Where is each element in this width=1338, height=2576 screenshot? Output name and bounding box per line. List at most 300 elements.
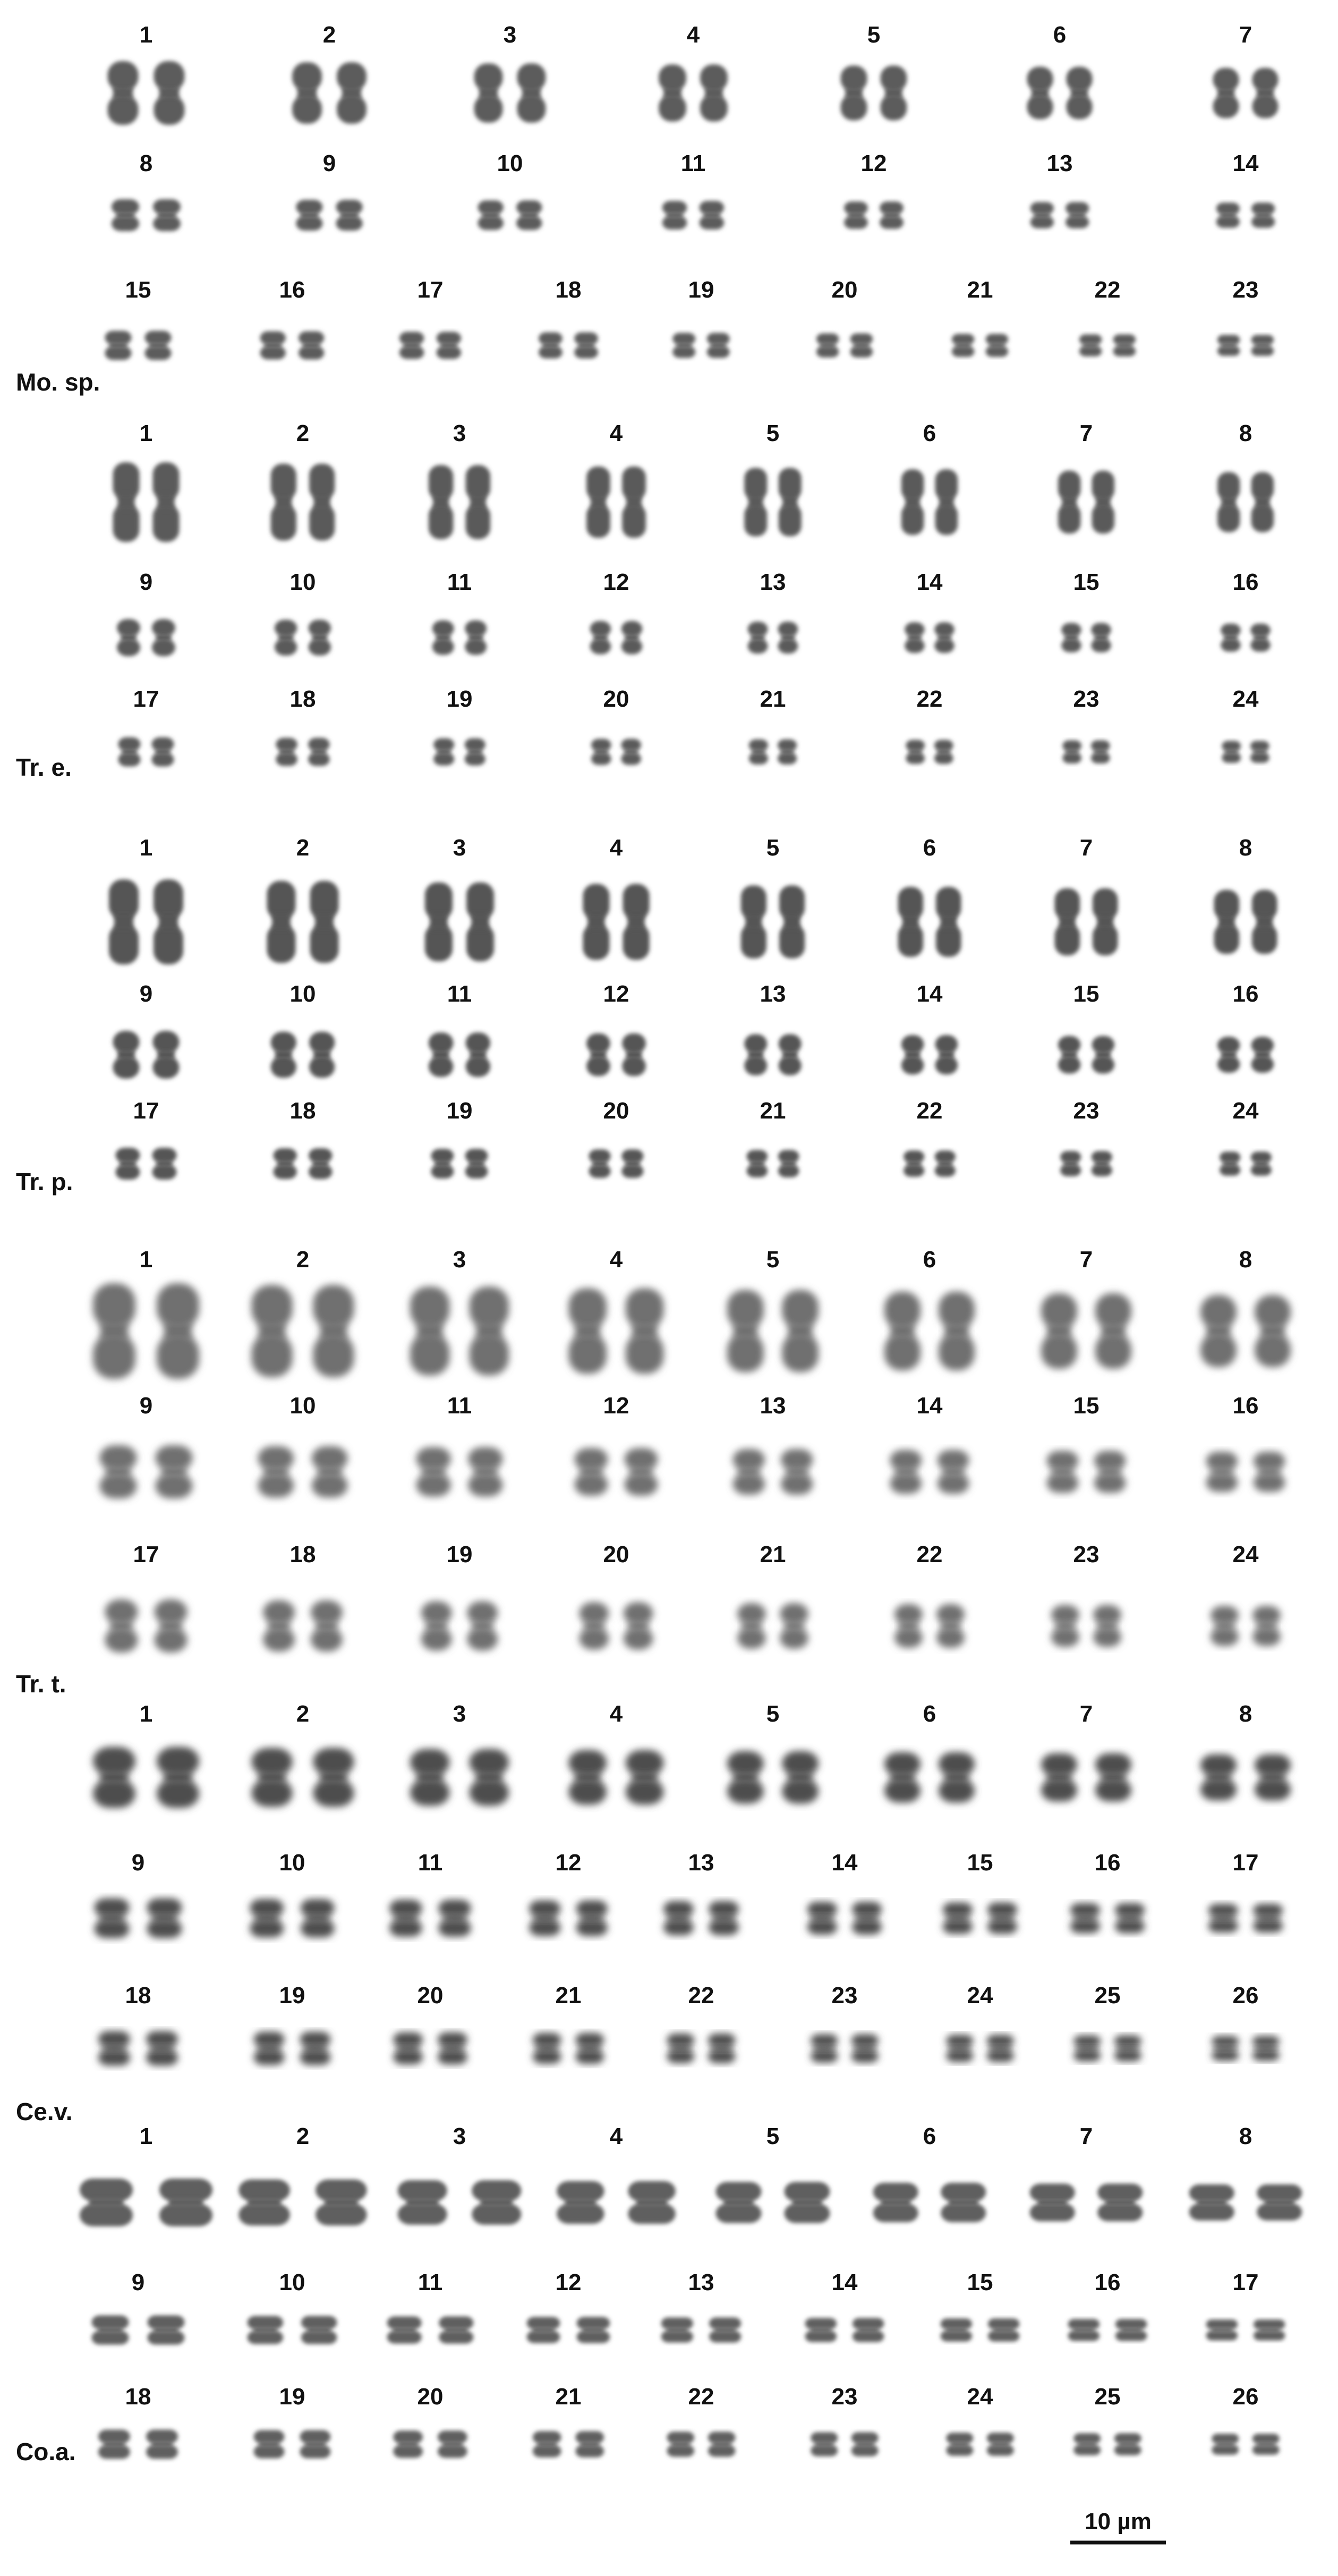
chromosome-number-label: 4 (686, 22, 700, 48)
chromosome-number-label: 12 (603, 981, 629, 1007)
chromosome-number-label: 18 (125, 2384, 151, 2410)
chromosome-pair (727, 1290, 819, 1372)
chromosome-number-label: 4 (609, 2123, 623, 2149)
chromosome-pair (905, 622, 955, 653)
chromosome-pair (98, 2430, 178, 2459)
chromosome-pair (474, 63, 546, 123)
chromosome-number-label: 11 (417, 1850, 443, 1876)
chromosome-pair (841, 65, 907, 120)
chromosome-pair (252, 1748, 354, 1807)
chromosome-number-label: 1 (139, 420, 153, 446)
chromosome-pair (667, 2431, 736, 2456)
chromosome-number-label: 9 (139, 981, 153, 1007)
chromosome-number-label: 5 (766, 1247, 780, 1273)
chromosome-pair (80, 2179, 212, 2226)
chromosome-number-label: 12 (603, 569, 629, 595)
chromosome-pair (1206, 2319, 1285, 2341)
chromosome-pair (1073, 2433, 1141, 2455)
chromosome-pair (807, 1902, 882, 1935)
chromosome-pair (425, 883, 494, 962)
chromosome-number-label: 24 (967, 2384, 993, 2410)
chromosome-pair (254, 2032, 331, 2065)
chromosome-pair (661, 2317, 742, 2342)
chromosome-number-label: 2 (296, 1701, 310, 1727)
chromosome-pair (527, 2317, 610, 2343)
chromosome-number-label: 17 (133, 1541, 159, 1567)
chromosome-pair (586, 1033, 646, 1077)
chromosome-number-label: 4 (609, 1701, 623, 1727)
chromosome-pair (276, 738, 329, 766)
chromosome-number-label: 22 (1094, 277, 1121, 303)
chromosome-number-label: 15 (1073, 1393, 1100, 1419)
chromosome-number-label: 23 (1073, 1541, 1100, 1567)
chromosome-pair (805, 2318, 884, 2342)
chromosome-number-label: 17 (133, 1098, 159, 1124)
chromosome-pair (393, 2032, 467, 2064)
chromosome-pair (575, 1448, 658, 1496)
chromosome-pair (811, 2034, 879, 2063)
chromosome-number-label: 24 (1232, 1098, 1259, 1124)
chromosome-pair (1213, 68, 1278, 118)
chromosome-pair (901, 1035, 958, 1074)
chromosome-pair (672, 333, 730, 358)
chromosome-pair (250, 1899, 334, 1937)
chromosome-number-label: 5 (867, 22, 881, 48)
chromosome-pair (410, 1749, 509, 1806)
chromosome-number-label: 21 (555, 2384, 582, 2410)
chromosome-pair (884, 1292, 975, 1371)
chromosome-pair (93, 1283, 199, 1379)
chromosome-pair (1217, 472, 1274, 532)
chromosome-pair (421, 1601, 498, 1651)
chromosome-pair (252, 1285, 354, 1377)
chromosome-number-label: 19 (279, 2384, 305, 2410)
chromosome-number-label: 1 (139, 22, 153, 48)
chromosome-number-label: 2 (296, 835, 310, 861)
chromosome-pair (105, 331, 172, 360)
chromosome-number-label: 18 (289, 1098, 316, 1124)
chromosome-pair (117, 619, 175, 656)
chromosome-number-label: 3 (453, 1701, 466, 1727)
chromosome-pair (747, 1150, 799, 1177)
chromosome-number-label: 15 (125, 277, 151, 303)
chromosome-pair (254, 2430, 331, 2458)
chromosome-pair (952, 334, 1008, 357)
chromosome-number-label: 19 (279, 1982, 305, 2009)
chromosome-number-label: 22 (916, 1541, 943, 1567)
chromosome-pair (946, 2035, 1014, 2062)
species-label: Tr. t. (16, 1670, 66, 1698)
chromosome-number-label: 20 (603, 686, 629, 712)
chromosome-pair (398, 2180, 522, 2225)
chromosome-number-label: 21 (967, 277, 993, 303)
chromosome-pair (590, 621, 642, 655)
chromosome-pair (941, 2318, 1020, 2341)
chromosome-number-label: 7 (1239, 22, 1252, 48)
chromosome-number-label: 10 (279, 1850, 305, 1876)
chromosome-pair (1058, 1036, 1114, 1073)
chromosome-number-label: 21 (760, 1098, 786, 1124)
chromosome-number-label: 8 (1239, 420, 1252, 446)
chromosome-number-label: 7 (1079, 420, 1093, 446)
chromosome-pair (1200, 1755, 1291, 1801)
chromosome-number-label: 23 (1073, 686, 1100, 712)
chromosome-pair (95, 1899, 182, 1938)
chromosome-number-label: 15 (967, 1850, 993, 1876)
chromosome-number-label: 14 (831, 2269, 858, 2295)
chromosome-number-label: 12 (603, 1393, 629, 1419)
chromosome-number-label: 9 (322, 150, 336, 176)
chromosome-number-label: 13 (760, 1393, 786, 1419)
chromosome-number-label: 18 (289, 1541, 316, 1567)
chromosome-pair (744, 468, 802, 537)
chromosome-number-label: 6 (923, 1247, 936, 1273)
chromosome-pair (1068, 2319, 1147, 2341)
chromosome-number-label: 14 (1232, 150, 1259, 176)
chromosome-number-label: 16 (1094, 1850, 1121, 1876)
chromosome-number-label: 20 (417, 1982, 444, 2009)
chromosome-number-label: 16 (1094, 2269, 1121, 2295)
chromosome-pair (109, 879, 183, 964)
chromosome-number-label: 3 (453, 835, 466, 861)
chromosome-pair (292, 62, 367, 124)
chromosome-pair (1217, 335, 1274, 356)
chromosome-number-label: 23 (831, 2384, 858, 2410)
chromosome-number-label: 6 (923, 420, 936, 446)
chromosome-number-label: 9 (139, 569, 153, 595)
scale-bar-label: 10 µm (1085, 2509, 1152, 2535)
chromosome-number-label: 16 (1232, 569, 1259, 595)
chromosome-pair (416, 1447, 503, 1497)
chromosome-pair (943, 1902, 1017, 1934)
chromosome-number-label: 20 (417, 2384, 444, 2410)
chromosome-number-label: 18 (289, 686, 316, 712)
chromosome-pair (260, 331, 325, 359)
chromosome-number-label: 17 (417, 277, 444, 303)
chromosome-pair (727, 1751, 819, 1804)
chromosome-number-label: 24 (967, 1982, 993, 2009)
chromosome-pair (1222, 741, 1269, 763)
chromosome-number-label: 14 (916, 569, 943, 595)
chromosome-pair (275, 620, 331, 656)
chromosome-pair (946, 2433, 1014, 2455)
chromosome-pair (716, 2182, 830, 2223)
chromosome-pair (894, 1604, 965, 1648)
chromosome-number-label: 7 (1079, 2123, 1093, 2149)
species-label: Tr. p. (16, 1168, 73, 1196)
chromosome-pair (1208, 1904, 1283, 1933)
chromosome-number-label: 25 (1094, 1982, 1121, 2009)
chromosome-pair (296, 200, 362, 231)
chromosome-pair (267, 881, 338, 963)
chromosome-pair (1221, 624, 1271, 652)
chromosome-number-label: 21 (760, 1541, 786, 1567)
chromosome-pair (433, 738, 485, 765)
chromosome-pair (904, 1150, 956, 1177)
chromosome-number-label: 9 (139, 1393, 153, 1419)
chromosome-pair (1212, 2036, 1280, 2061)
chromosome-pair (583, 884, 649, 960)
chromosome-number-label: 11 (447, 1393, 472, 1419)
chromosome-number-label: 10 (289, 981, 316, 1007)
chromosome-number-label: 25 (1094, 2384, 1121, 2410)
chromosome-number-label: 13 (760, 981, 786, 1007)
chromosome-number-label: 11 (680, 150, 706, 176)
chromosome-pair (238, 2180, 367, 2226)
chromosome-number-label: 16 (279, 277, 305, 303)
chromosome-pair (274, 1148, 333, 1179)
species-label: Mo. sp. (16, 368, 100, 396)
chromosome-pair (844, 201, 904, 229)
chromosome-pair (1058, 471, 1114, 534)
chromosome-pair (748, 622, 798, 654)
chromosome-number-label: 8 (139, 150, 153, 176)
chromosome-number-label: 2 (296, 2123, 310, 2149)
chromosome-number-label: 13 (688, 2269, 714, 2295)
chromosome-number-label: 19 (446, 1541, 473, 1567)
chromosome-pair (1211, 1606, 1281, 1646)
chromosome-pair (529, 1900, 608, 1936)
chromosome-pair (569, 1288, 664, 1374)
chromosome-number-label: 23 (1232, 277, 1259, 303)
chromosome-number-label: 8 (1239, 835, 1252, 861)
chromosome-pair (901, 469, 958, 535)
chromosome-pair (749, 739, 797, 764)
chromosome-number-label: 4 (609, 1247, 623, 1273)
chromosome-pair (1189, 2184, 1302, 2221)
chromosome-number-label: 15 (967, 2269, 993, 2295)
chromosome-number-label: 5 (766, 2123, 780, 2149)
chromosome-number-label: 10 (279, 2269, 305, 2295)
chromosome-number-label: 15 (1073, 569, 1100, 595)
chromosome-number-label: 1 (139, 835, 153, 861)
chromosome-pair (533, 2431, 604, 2457)
chromosome-pair (586, 467, 646, 538)
chromosome-pair (1030, 202, 1089, 228)
chromosome-number-label: 22 (688, 1982, 714, 2009)
chromosome-pair (662, 201, 724, 230)
chromosome-number-label: 7 (1079, 1701, 1093, 1727)
chromosome-pair (478, 200, 542, 230)
chromosome-pair (98, 2031, 178, 2066)
chromosome-number-label: 12 (555, 1850, 582, 1876)
scale-bar (1070, 2509, 1166, 2543)
chromosome-pair (557, 2181, 676, 2224)
chromosome-pair (539, 332, 598, 358)
chromosome-number-label: 21 (555, 1982, 582, 2009)
chromosome-number-label: 22 (916, 686, 943, 712)
chromosome-pair (1214, 890, 1277, 954)
chromosome-pair (248, 2316, 337, 2344)
chromosome-pair (93, 1747, 199, 1808)
chromosome-number-label: 13 (1046, 150, 1073, 176)
chromosome-pair (393, 2430, 467, 2458)
chromosome-pair (100, 1445, 193, 1498)
chromosome-number-label: 4 (609, 420, 623, 446)
chromosome-number-label: 19 (446, 686, 473, 712)
chromosome-pair (884, 1752, 975, 1803)
chromosome-pair (105, 1599, 188, 1653)
chromosome-number-label: 13 (760, 569, 786, 595)
chromosome-pair (663, 1901, 739, 1936)
chromosome-pair (410, 1286, 509, 1375)
chromosome-number-label: 16 (1232, 981, 1259, 1007)
chromosome-pair (741, 885, 805, 959)
chromosome-pair (579, 1602, 653, 1650)
chromosome-number-label: 14 (916, 981, 943, 1007)
chromosome-number-label: 7 (1079, 835, 1093, 861)
species-label: Ce.v. (16, 2098, 73, 2125)
chromosome-number-label: 24 (1232, 1541, 1259, 1567)
chromosome-pair (1061, 623, 1111, 652)
chromosome-pair (1060, 1151, 1112, 1176)
chromosome-pair (1200, 1295, 1291, 1367)
chromosome-number-label: 24 (1232, 686, 1259, 712)
chromosome-number-label: 3 (503, 22, 517, 48)
chromosome-pair (1055, 888, 1118, 955)
chromosome-pair (1062, 740, 1110, 763)
chromosome-number-label: 11 (447, 569, 472, 595)
chromosome-pair (906, 740, 953, 764)
chromosome-number-label: 8 (1239, 1247, 1252, 1273)
chromosome-pair (898, 887, 961, 957)
chromosome-pair (591, 739, 641, 765)
chromosome-number-label: 10 (497, 150, 523, 176)
chromosome-number-label: 22 (916, 1098, 943, 1124)
chromosome-number-label: 6 (1053, 22, 1067, 48)
chromosome-number-label: 22 (688, 2384, 714, 2410)
chromosome-pair (429, 1032, 490, 1077)
chromosome-number-label: 20 (831, 277, 858, 303)
chromosome-pair (890, 1450, 969, 1494)
chromosome-number-label: 10 (289, 1393, 316, 1419)
chromosome-pair (118, 738, 174, 767)
chromosome-pair (533, 2033, 604, 2064)
chromosome-number-label: 3 (453, 1247, 466, 1273)
chromosome-pair (589, 1149, 644, 1178)
chromosome-number-label: 12 (860, 150, 887, 176)
chromosome-number-label: 20 (603, 1541, 629, 1567)
chromosome-pair (1220, 1151, 1272, 1175)
chromosome-pair (1217, 1037, 1274, 1073)
chromosome-pair (1027, 67, 1092, 120)
chromosome-pair (667, 2033, 736, 2063)
chromosome-number-label: 19 (446, 1098, 473, 1124)
chromosome-pair (1047, 1451, 1126, 1493)
chromosome-pair (92, 2316, 185, 2345)
chromosome-pair (108, 61, 185, 125)
chromosome-number-label: 26 (1232, 2384, 1259, 2410)
chromosome-number-label: 21 (760, 686, 786, 712)
chromosome-number-label: 26 (1232, 1982, 1259, 2009)
chromosome-number-label: 1 (139, 2123, 153, 2149)
chromosome-number-label: 5 (766, 420, 780, 446)
chromosome-number-label: 2 (296, 1247, 310, 1273)
chromosome-number-label: 5 (766, 1701, 780, 1727)
species-label: Tr. e. (16, 753, 72, 781)
chromosome-number-label: 17 (1232, 2269, 1259, 2295)
chromosome-number-label: 3 (453, 2123, 466, 2149)
chromosome-pair (659, 64, 728, 121)
chromosome-pair (429, 465, 490, 539)
chromosome-pair (432, 620, 487, 655)
chromosome-number-label: 9 (131, 1850, 145, 1876)
chromosome-number-label: 3 (453, 420, 466, 446)
chromosome-pair (116, 1148, 177, 1180)
chromosome-pair (271, 464, 335, 541)
chromosome-number-label: 13 (688, 1850, 714, 1876)
chromosome-number-label: 6 (923, 835, 936, 861)
chromosome-pair (431, 1149, 488, 1179)
chromosome-number-label: 17 (133, 686, 159, 712)
chromosome-number-label: 11 (447, 981, 472, 1007)
chromosome-pair (113, 462, 180, 542)
chromosome-pair (1051, 1605, 1121, 1647)
chromosome-pair (1212, 2434, 1280, 2455)
chromosome-pair (1070, 1903, 1145, 1934)
chromosome-pair (112, 199, 181, 231)
chromosome-number-label: 14 (916, 1393, 943, 1419)
chromosome-pair (1041, 1293, 1131, 1369)
chromosome-pair (1216, 202, 1275, 227)
chromosome-pair (387, 2316, 474, 2343)
chromosome-number-label: 19 (688, 277, 714, 303)
chromosome-pair (1030, 2183, 1143, 2221)
chromosome-number-label: 8 (1239, 2123, 1252, 2149)
chromosome-pair (811, 2432, 879, 2456)
chromosome-pair (1206, 1452, 1285, 1492)
chromosome-pair (816, 333, 873, 357)
chromosome-number-label: 10 (289, 569, 316, 595)
chromosome-pair (1079, 334, 1136, 357)
chromosome-number-label: 12 (555, 2269, 582, 2295)
chromosome-number-label: 11 (417, 2269, 443, 2295)
chromosome-pair (263, 1600, 343, 1652)
chromosome-number-label: 8 (1239, 1701, 1252, 1727)
chromosome-number-label: 15 (1073, 981, 1100, 1007)
chromosome-pair (737, 1603, 808, 1649)
chromosome-pair (1073, 2035, 1141, 2061)
chromosome-pair (399, 332, 461, 359)
chromosome-number-label: 17 (1232, 1850, 1259, 1876)
chromosome-pair (733, 1449, 813, 1495)
chromosome-number-label: 20 (603, 1098, 629, 1124)
chromosome-number-label: 18 (555, 277, 582, 303)
chromosome-number-label: 23 (1073, 1098, 1100, 1124)
chromosome-number-label: 1 (139, 1247, 153, 1273)
chromosome-number-label: 9 (131, 2269, 145, 2295)
species-label: Co.a. (16, 2438, 76, 2465)
chromosome-number-label: 16 (1232, 1393, 1259, 1419)
chromosome-pair (389, 1900, 471, 1937)
chromosome-number-label: 4 (609, 835, 623, 861)
chromosome-pair (1041, 1753, 1131, 1802)
chromosome-number-label: 23 (831, 1982, 858, 2009)
chromosome-pair (258, 1446, 348, 1498)
chromosome-number-label: 6 (923, 1701, 936, 1727)
chromosome-number-label: 14 (831, 1850, 858, 1876)
chromosome-pair (744, 1034, 802, 1075)
chromosome-number-label: 6 (923, 2123, 936, 2149)
chromosome-pair (271, 1032, 335, 1078)
chromosome-number-label: 18 (125, 1982, 151, 2009)
chromosome-pair (873, 2183, 986, 2222)
chromosome-pair (569, 1750, 664, 1805)
chromosome-number-label: 5 (766, 835, 780, 861)
chromosome-number-label: 2 (322, 22, 336, 48)
chromosome-number-label: 1 (139, 1701, 153, 1727)
chromosome-pair (113, 1031, 180, 1079)
